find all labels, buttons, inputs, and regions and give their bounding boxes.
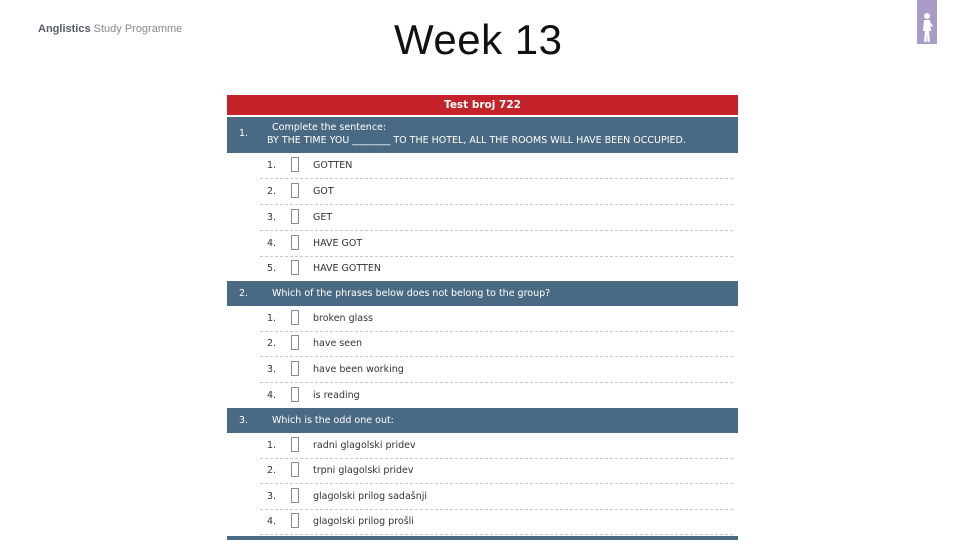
page-title: Week 13: [394, 16, 563, 63]
answer-checkbox[interactable]: [291, 209, 299, 224]
brand-bold-text: Anglistics: [38, 23, 91, 35]
answer-checkbox[interactable]: [291, 488, 299, 503]
answer-option[interactable]: [260, 306, 733, 332]
option-text: GOTTEN: [313, 160, 353, 171]
question-prompt: Which is the odd one out:: [272, 415, 394, 426]
test-title: Test broj 722: [227, 95, 738, 115]
option-number: 2.: [267, 338, 277, 349]
answer-checkbox[interactable]: [291, 157, 299, 172]
option-number: 4.: [267, 516, 277, 527]
option-number: 4.: [267, 390, 277, 401]
answer-checkbox[interactable]: [291, 387, 299, 402]
question-bar: [227, 281, 738, 306]
answer-checkbox[interactable]: [291, 462, 299, 477]
option-text: have been working: [313, 364, 404, 375]
option-number: 1.: [267, 160, 277, 171]
answer-option[interactable]: [260, 231, 733, 257]
option-text: glagolski prilog sadašnji: [313, 491, 428, 502]
option-number: 2.: [267, 186, 277, 197]
question-bar: [227, 408, 738, 433]
brand-rest-text: Study Programme: [90, 23, 183, 35]
option-number: 2.: [267, 465, 277, 476]
answer-option[interactable]: [260, 331, 733, 357]
answer-checkbox[interactable]: [291, 335, 299, 350]
option-number: 1.: [267, 440, 277, 451]
option-text: HAVE GOT: [313, 238, 363, 249]
question-number: 1.: [239, 128, 249, 139]
answer-checkbox[interactable]: [291, 260, 299, 275]
question-sentence: BY THE TIME YOU ________ TO THE HOTEL, ALL THE ROOMS WILL HAVE BEEN OCCUPIED.: [267, 135, 686, 146]
answer-checkbox[interactable]: [291, 235, 299, 250]
option-text: have seen: [313, 338, 362, 349]
question-prompt: Which of the phrases below does not belong to the group?: [272, 288, 551, 299]
option-number: 3.: [267, 491, 277, 502]
answer-option[interactable]: [260, 509, 733, 535]
answer-option[interactable]: [260, 357, 733, 383]
answer-option[interactable]: [260, 458, 733, 484]
option-text: glagolski prilog prošli: [313, 516, 414, 527]
option-text: GET: [313, 212, 333, 223]
answer-option[interactable]: [260, 153, 733, 179]
option-text: is reading: [313, 390, 360, 401]
figure-logo-icon: [917, 0, 937, 44]
option-text: trpni glagolski pridev: [313, 465, 414, 476]
option-number: 3.: [267, 212, 277, 223]
test-sheet: [227, 95, 738, 540]
answer-option[interactable]: [260, 383, 733, 409]
bottom-divider: [227, 536, 738, 540]
answer-option[interactable]: [260, 256, 733, 282]
option-text: radni glagolski pridev: [313, 440, 416, 451]
option-number: 4.: [267, 238, 277, 249]
answer-option[interactable]: [260, 205, 733, 231]
brand-label: [38, 23, 182, 35]
option-number: 5.: [267, 263, 277, 274]
answer-checkbox[interactable]: [291, 437, 299, 452]
answer-option[interactable]: [260, 433, 733, 459]
answer-checkbox[interactable]: [291, 310, 299, 325]
answer-checkbox[interactable]: [291, 183, 299, 198]
question-bar: [227, 117, 738, 153]
option-text: broken glass: [313, 313, 373, 324]
option-number: 1.: [267, 313, 277, 324]
answer-option[interactable]: [260, 179, 733, 205]
option-text: HAVE GOTTEN: [313, 263, 381, 274]
answer-checkbox[interactable]: [291, 513, 299, 528]
option-text: GOT: [313, 186, 334, 197]
question-prompt: Complete the sentence:: [272, 122, 387, 133]
question-number: 2.: [239, 288, 249, 299]
answer-option[interactable]: [260, 484, 733, 510]
option-number: 3.: [267, 364, 277, 375]
answer-checkbox[interactable]: [291, 361, 299, 376]
question-number: 3.: [239, 415, 249, 426]
